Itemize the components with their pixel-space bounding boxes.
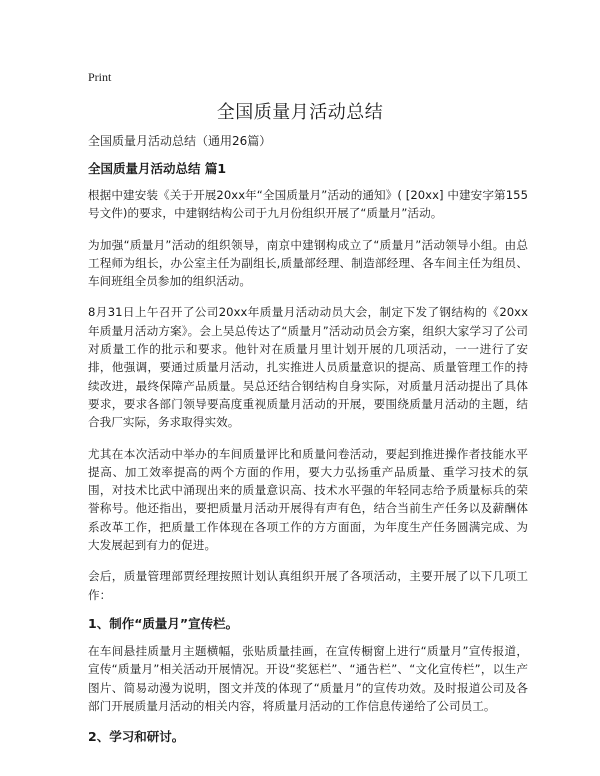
item-heading-publicity: 1、制作“质量月”宣传栏。 (88, 615, 239, 631)
paragraph-kickoff-meeting: 8月31日上午召开了公司20xx年质量月活动动员大会，制定下发了钢结构的《20xx年质量月活动方案》。会上吴总传达了“质量月”活动动员会方案，组织大家学习了公司对质量工作的批示和要求。他针对在质量月里计划开展的几项活动，一一进行了安排，他强调，要通过质量月活动，扎实推进人员质量意识的提高、质量管理工作的持续改进，最终保障产品质量。吴总还结合钢结构自身实际，对质量月活动提出了具体要求，要求各部门领导要高度重视质量月活动的开展，要围绕质量月活动的主题，结合我厂实际，务求取得实效。 (88, 305, 528, 430)
paragraph-summary-intro: 会后，质量管理部贾经理按照计划认真组织开展了各项活动，主要开展了以下几项工作： (88, 569, 528, 602)
item-heading-study: 2、学习和研讨。 (88, 729, 185, 745)
item-text-publicity: 在车间悬挂质量月主题横幅，张贴质量挂画，在宣传橱窗上进行“质量月”宣传报道，宣传“质量月”相关活动开展情况。开设“奖惩栏”、“通告栏”、“文化宣传栏”，以生产图片、简易动漫为说明，图文并茂的体现了“质量月”的宣传功效。及时报道公司及各部门开展质量月活动的相关内容，将质量月活动的工作信息传递给了公司员工。 (88, 643, 528, 713)
document-title: 全国质量月活动总结 (216, 102, 384, 123)
paragraph-organization: 为加强“质量月”活动的组织领导，南京中建钢构成立了“质量月”活动领导小组。由总工程师为组长，办公室主任为副组长,质量部经理、制造部经理、各车间主任为组员、车间班组全员参加的组织活动。 (88, 237, 528, 289)
paragraph-notice: 根据中建安装《关于开展20xx年“全国质量月”活动的通知》( [20xx] 中建安字第155号文件)的要求，中建钢结构公司于九月份组织开展了“质量月”活动。 (88, 188, 528, 221)
print-link[interactable]: Print (88, 70, 112, 84)
document-subtitle: 全国质量月活动总结（通用26篇） (88, 134, 272, 148)
paragraph-activities: 尤其在本次活动中举办的车间质量评比和质量问卷活动，要起到推进操作者技能水平提高、加工效率提高的两个方面的作用，要大力弘扬重产品质量、重学习技术的氛围，对技术比武中涌现出来的质量意识高、技术水平强的年轻同志给予质量标兵的荣誉称号。他还指出，要把质量月活动开展得有声有色，结合当前生产任务以及薪酬体系改革工作，把质量工作体现在各项工作的方方面面，为年度生产任务圆满完成、为大发展起到有力的促进。 (88, 446, 528, 553)
section-heading: 全国质量月活动总结 篇1 (88, 161, 227, 176)
document-body (88, 133, 528, 755)
